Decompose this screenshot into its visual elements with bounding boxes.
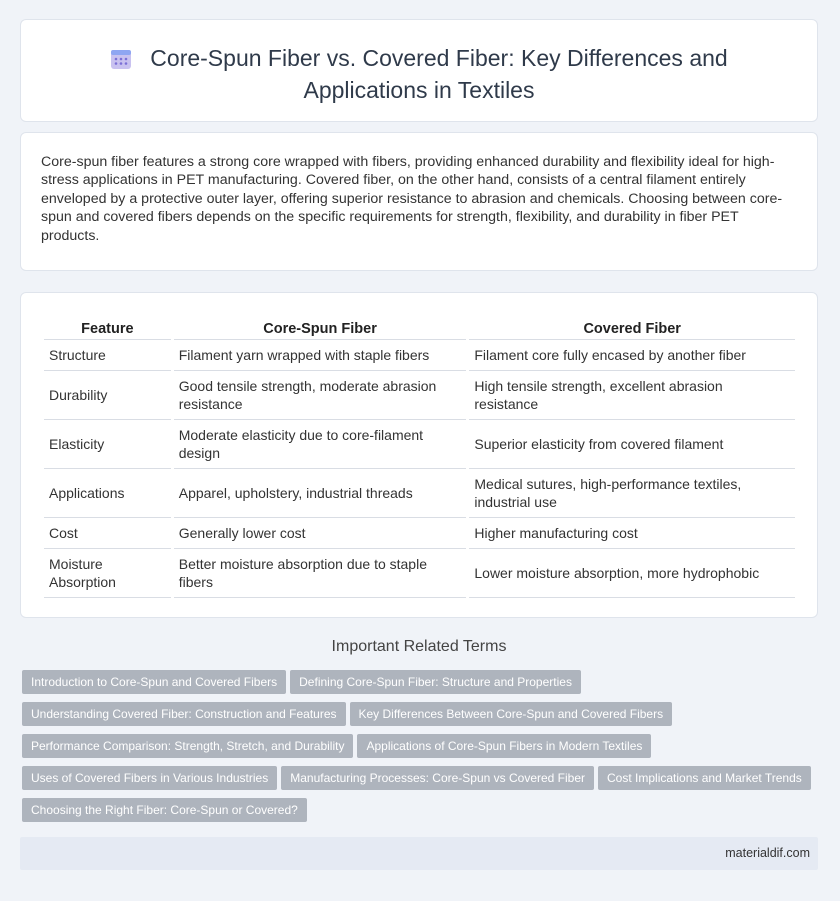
- cell-covered: Filament core fully encased by another fiber: [469, 340, 795, 371]
- comparison-table: [41, 314, 798, 598]
- table-row: [44, 420, 795, 469]
- intro-card: [20, 132, 818, 271]
- cell-covered: Medical sutures, high-performance textiles, industrial use: [469, 469, 795, 518]
- footer-site-link[interactable]: materialdif.com: [725, 846, 810, 860]
- cell-core-spun: Good tensile strength, moderate abrasion resistance: [174, 371, 467, 420]
- title-line-1: Core-Spun Fiber vs. Covered Fiber: Key Differences and: [150, 45, 728, 71]
- related-term-tag[interactable]: Introduction to Core-Spun and Covered Fibers: [22, 670, 286, 694]
- related-terms-list: [22, 670, 822, 830]
- table-row: [44, 371, 795, 420]
- cell-feature: Moisture Absorption: [44, 549, 171, 598]
- related-term-tag[interactable]: Uses of Covered Fibers in Various Industries: [22, 766, 277, 790]
- cell-feature: Applications: [44, 469, 171, 518]
- header-covered: Covered Fiber: [469, 314, 795, 340]
- cell-feature: Durability: [44, 371, 171, 420]
- cell-covered: Higher manufacturing cost: [469, 518, 795, 549]
- page-title: [21, 44, 817, 104]
- cell-feature: Cost: [44, 518, 171, 549]
- intro-paragraph: Core-spun fiber features a strong core wrapped with fibers, providing enhanced durability and flexibility ideal for high-stress applications in PET manufacturing. Covered fiber, on the other hand, consists of a central filament entirely enveloped by a protective outer layer, offering superior resistance to abrasion and chemicals. Choosing between core-spun and covered fibers depends on the specific requirements for strength, flexibility, and durability in fiber PET products.: [41, 154, 783, 244]
- related-term-tag[interactable]: Key Differences Between Core-Spun and Covered Fibers: [350, 702, 673, 726]
- table-row: [44, 518, 795, 549]
- cell-core-spun: Moderate elasticity due to core-filament design: [174, 420, 467, 469]
- related-term-tag[interactable]: Choosing the Right Fiber: Core-Spun or Covered?: [22, 798, 307, 822]
- related-term-tag[interactable]: Understanding Covered Fiber: Construction and Features: [22, 702, 346, 726]
- cell-core-spun: Filament yarn wrapped with staple fibers: [174, 340, 467, 371]
- cell-core-spun: Apparel, upholstery, industrial threads: [174, 469, 467, 518]
- table-row: [44, 549, 795, 598]
- cell-feature: Structure: [44, 340, 171, 371]
- related-term-tag[interactable]: Manufacturing Processes: Core-Spun vs Covered Fiber: [281, 766, 594, 790]
- cell-feature: Elasticity: [44, 420, 171, 469]
- related-terms-heading: Important Related Terms: [331, 638, 507, 655]
- related-term-tag[interactable]: Applications of Core-Spun Fibers in Modern Textiles: [357, 734, 651, 758]
- title-card: [20, 19, 818, 122]
- related-term-tag[interactable]: Performance Comparison: Strength, Stretch, and Durability: [22, 734, 353, 758]
- cell-covered: Superior elasticity from covered filament: [469, 420, 795, 469]
- cell-covered: Lower moisture absorption, more hydrophobic: [469, 549, 795, 598]
- cell-core-spun: Generally lower cost: [174, 518, 467, 549]
- cell-core-spun: Better moisture absorption due to staple fibers: [174, 549, 467, 598]
- comparison-card: [20, 292, 818, 618]
- title-line-2: Applications in Textiles: [303, 77, 535, 103]
- footer: [20, 837, 818, 870]
- related-term-tag[interactable]: Defining Core-Spun Fiber: Structure and Properties: [290, 670, 581, 694]
- related-term-tag[interactable]: Cost Implications and Market Trends: [598, 766, 811, 790]
- cell-covered: High tensile strength, excellent abrasion resistance: [469, 371, 795, 420]
- header-feature: Feature: [44, 314, 171, 340]
- table-header-row: [44, 314, 795, 340]
- table-row: [44, 340, 795, 371]
- calendar-grid-icon: [110, 48, 132, 76]
- header-core-spun: Core-Spun Fiber: [174, 314, 467, 340]
- table-row: [44, 469, 795, 518]
